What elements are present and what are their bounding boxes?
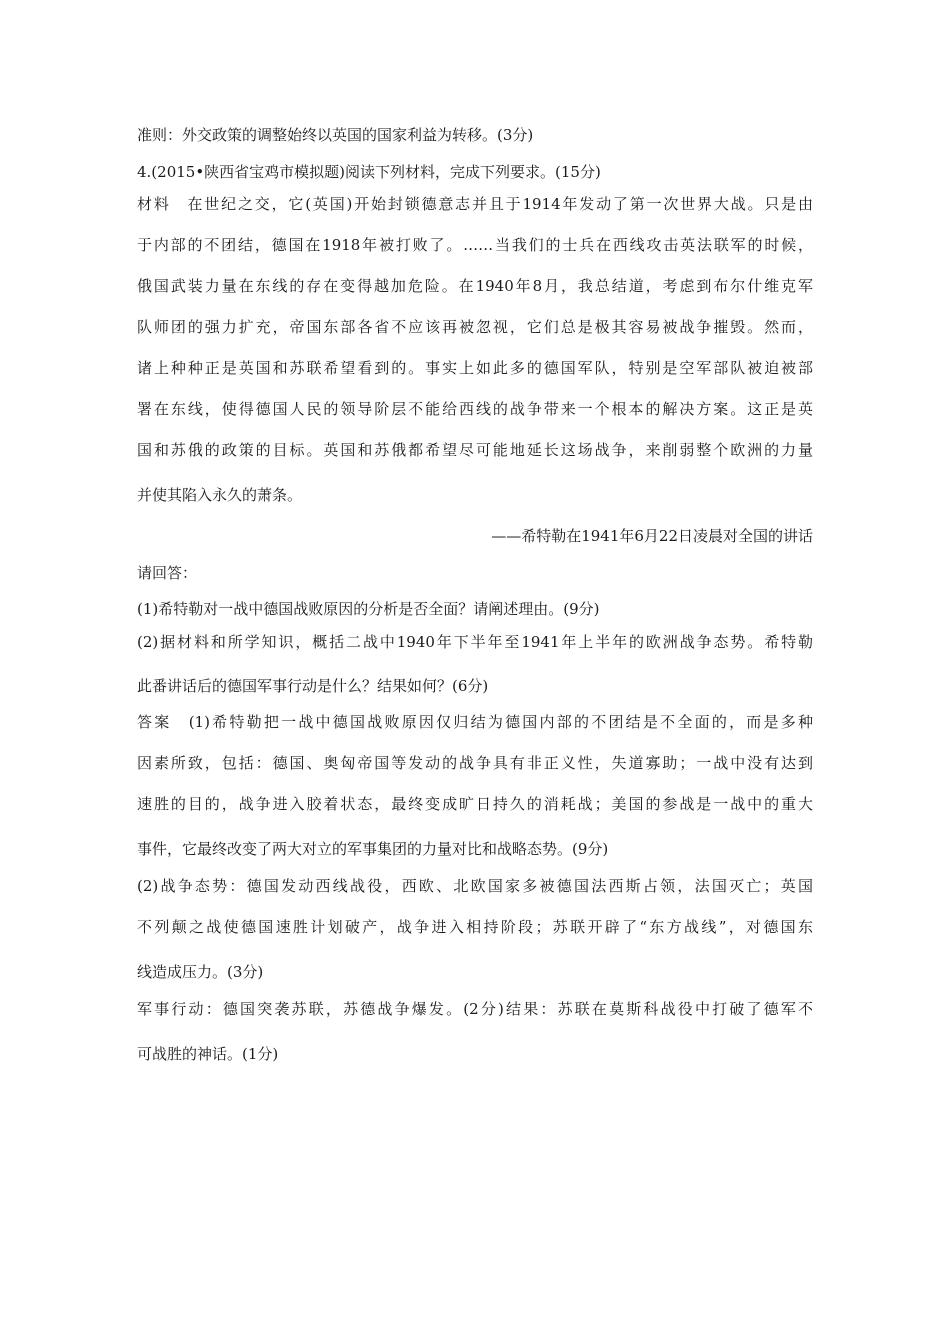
material-line: 署在东线，使得德国人民的领导阶层不能给西线的战争带来一个根本的解决方案。这正是英 (137, 400, 813, 418)
sub-question-2: (2)据材料和所学知识，概括二战中1940年下半年至1941年上半年的欧洲战争态势。希特勒 (137, 633, 813, 651)
question-prompt: 请回答： (137, 564, 198, 582)
material-line: 国和苏俄的政策的目标。英国和苏俄都希望尽可能地延长这场战争，来削弱整个欧洲的力量 (137, 441, 813, 459)
sub-question-1: (1)希特勒对一战中德国战败原因的分析是否全面？请阐述理由。(9分) (137, 600, 600, 618)
answer-line: (2)战争态势：德国发动西线战役，西欧、北欧国家多被德国法西斯占领，法国灭亡；英国 (137, 877, 813, 895)
answer-line: 线造成压力。(3分) (137, 963, 264, 981)
material-line: 材料 在世纪之交，它(英国)开始封锁德意志并且于1914年发动了第一次世界大战。只是由 (137, 195, 813, 213)
answer-line: 事件，它最终改变了两大对立的军事集团的力量对比和战略态势。(9分) (137, 840, 609, 858)
answer-line: 答案 (1)希特勒把一战中德国战败原因仅归结为德国内部的不团结是不全面的，而是多种 (137, 713, 813, 731)
material-line: 于内部的不团结，德国在1918年被打败了。……当我们的士兵在西线攻击英法联军的时候， (137, 236, 813, 254)
answer-section (137, 711, 813, 1069)
material-line: 队师团的强力扩充，帝国东部各省不应该再被忽视，它们总是极其容易被战争摧毁。然而， (137, 318, 813, 336)
question-4-heading: 4.(2015•陕西省宝鸡市模拟题)阅读下列材料，完成下列要求。(15分) (137, 163, 601, 181)
answer-line: 不列颠之战使德国速胜计划破产，战争进入相持阶段；苏联开辟了“东方战线”，对德国东 (137, 918, 813, 936)
material-source: ——希特勒在1941年6月22日凌晨对全国的讲话 (491, 527, 813, 545)
document-body (137, 122, 813, 1069)
material-passage (137, 193, 813, 510)
sub-question-2-continued: 此番讲话后的德国军事行动是什么？结果如何？(6分) (137, 677, 489, 695)
answer-line: 速胜的目的，战争进入胶着状态，最终变成旷日持久的消耗战；美国的参战是一战中的重大 (137, 795, 813, 813)
answer-line: 可战胜的神话。(1分) (137, 1045, 279, 1063)
answer-line: 军事行动：德国突袭苏联，苏德战争爆发。(2分)结果：苏联在莫斯科战役中打破了德军不 (137, 1000, 813, 1018)
material-line: 诸上种种正是英国和苏联希望看到的。事实上如此多的德国军队，特别是空军部队被迫被部 (137, 359, 813, 377)
material-line: 俄国武装力量在东线的存在变得越加危险。在1940年8月，我总结道，考虑到布尔什维克军 (137, 277, 813, 295)
line-previous-answer: 准则：外交政策的调整始终以英国的国家利益为转移。(3分) (137, 126, 534, 144)
material-line: 并使其陷入永久的萧条。 (137, 486, 303, 504)
answer-line: 因素所致，包括：德国、奥匈帝国等发动的战争具有非正义性，失道寡助；一战中没有达到 (137, 754, 813, 772)
